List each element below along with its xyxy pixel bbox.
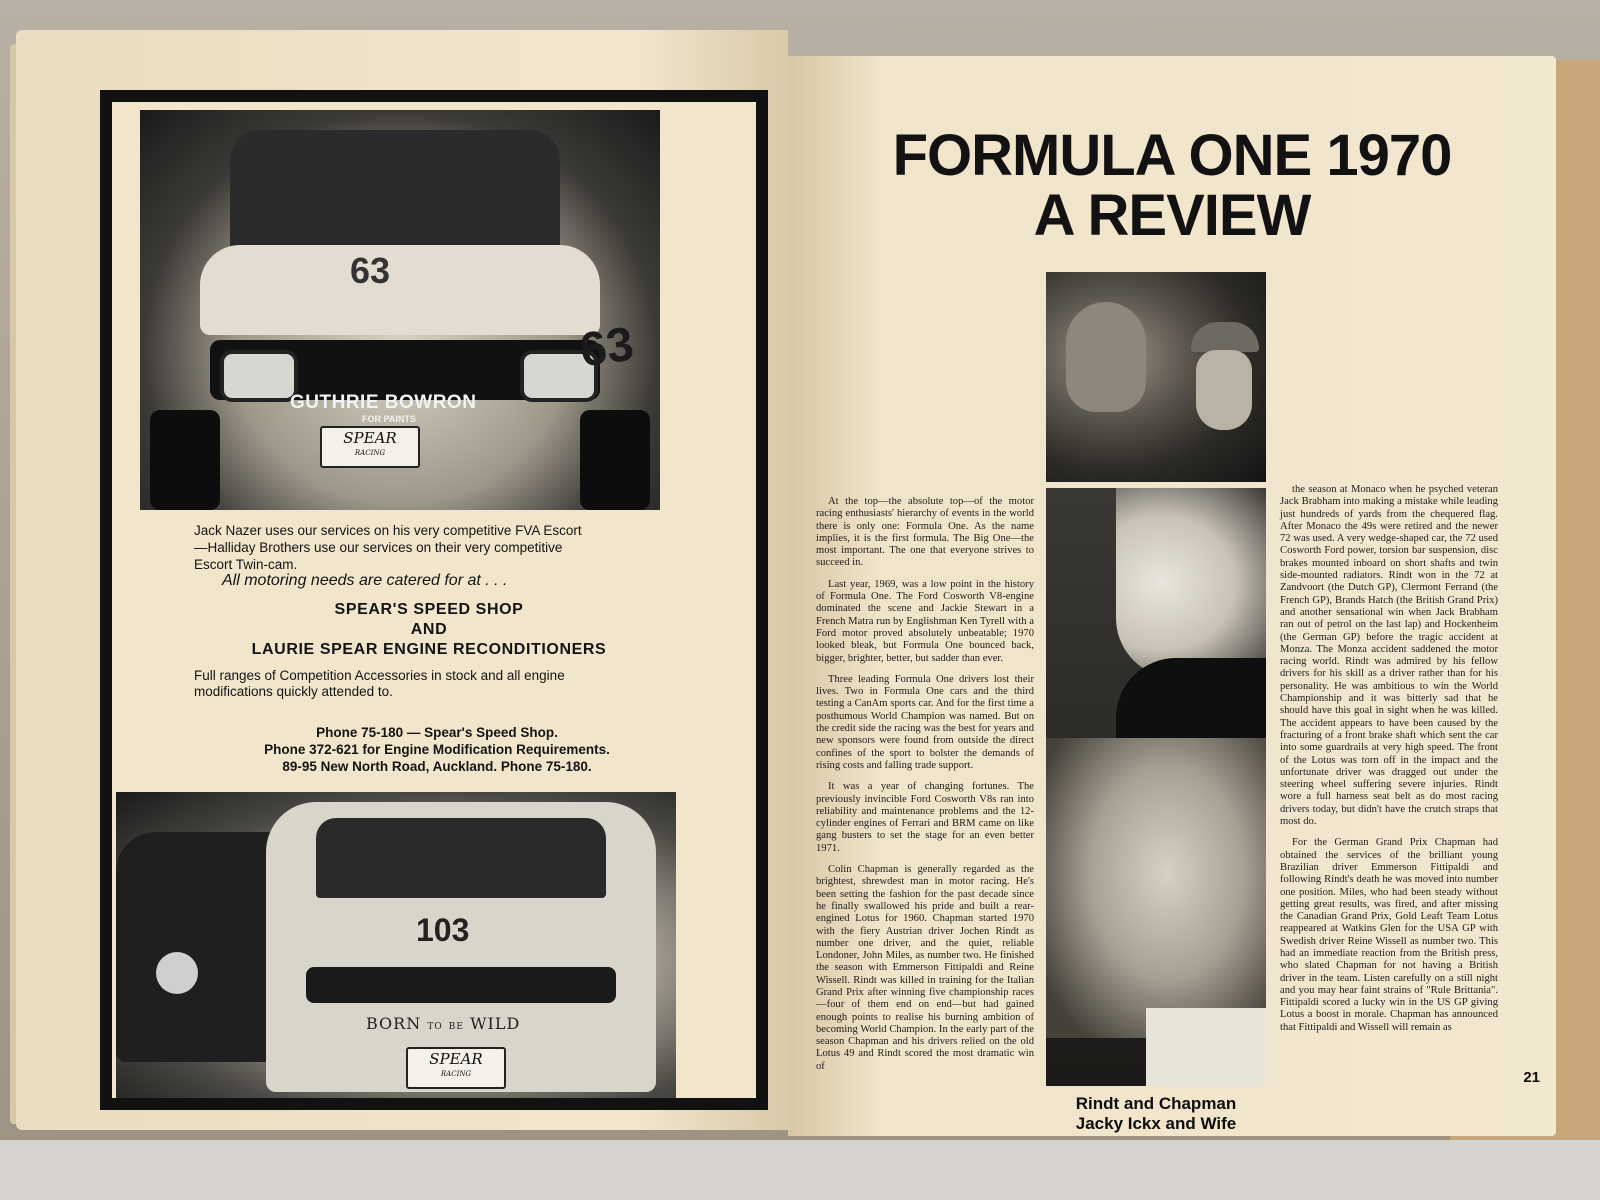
- advert-panel: [112, 102, 756, 1098]
- rindt-chapman-photo: [1046, 272, 1266, 482]
- jaguar-headlight: [156, 952, 198, 994]
- bonnet-number: 63: [350, 250, 391, 291]
- slogan-word: BORN: [366, 1014, 422, 1033]
- heading-line: AND: [410, 621, 448, 638]
- heading-line: LAURIE SPEAR ENGINE RECONDITIONERS: [251, 641, 607, 658]
- car-grille: [306, 967, 616, 1003]
- paragraph: Last year, 1969, was a low point in the history of Formula One. The Ford Cosworth V8-engine dominated the scene and Jackie Stewart in a French Matra run by Englishman Ken Tyrell with a Ford motor proved absolutely unbeatable; 1970 looked bleak, but Formula One bounced back, bigger, brighter, better, but sadder than ever.: [816, 578, 1034, 664]
- contact-line: Phone 75-180 — Spear's Speed Shop.: [316, 725, 558, 740]
- advert-body: [194, 668, 664, 700]
- article-title: [788, 123, 1556, 248]
- table-surface: [0, 1140, 1600, 1200]
- left-page: [16, 30, 788, 1130]
- slogan-word: BE: [448, 1022, 464, 1032]
- ickx-wife-photo: [1046, 488, 1266, 1086]
- title-line: A REVIEW: [1033, 183, 1311, 248]
- photo-caption: Rindt and Chapman: [1075, 1094, 1237, 1113]
- plate-line1: SPEAR: [429, 1050, 483, 1068]
- side-number: 63: [576, 317, 637, 378]
- number-plate: [320, 426, 420, 468]
- contact-line: Phone 372-621 for Engine Modification Requirements.: [264, 742, 610, 757]
- escort-race-car-photo: [140, 110, 660, 510]
- advert-intro: [194, 522, 654, 573]
- slogan-word: WILD: [470, 1014, 521, 1033]
- paragraph: At the top—the absolute top—of the motor racing enthusiasts' hierarchy of events in the world there is only one: Formula One. As the name implies, it is the first formula. The Big One—the most important. The one that everyone strives to succeed in.: [816, 496, 1034, 569]
- rindt-face: [1066, 302, 1146, 412]
- chapman-cap: [1191, 322, 1259, 352]
- slogan-word: TO: [427, 1022, 443, 1032]
- escort-car-front: [266, 802, 656, 1092]
- bonnet-number: 103: [416, 912, 470, 948]
- tyre-right: [580, 410, 650, 510]
- heading-line: SPEAR'S SPEED SHOP: [334, 601, 524, 618]
- plate-line1: SPEAR: [343, 429, 397, 447]
- ickx-collar: [1146, 1008, 1266, 1086]
- article-column-1: [816, 496, 1034, 1082]
- article-column-2: [1280, 484, 1498, 1043]
- intro-line: Jack Nazer uses our services on his very competitive FVA Escort: [194, 523, 582, 538]
- body-line: Full ranges of Competition Accessories in stock and all engine: [194, 668, 565, 683]
- intro-line: —Halliday Brothers use our services on their very competitive: [194, 540, 563, 555]
- title-line: FORMULA ONE 1970: [892, 123, 1452, 188]
- advert-contact: [212, 724, 662, 775]
- right-page: [788, 56, 1556, 1136]
- car-windshield: [316, 818, 606, 898]
- headlight-left: [220, 350, 298, 402]
- car-windshield: [230, 130, 560, 250]
- intro-line: Escort Twin-cam.: [194, 557, 298, 572]
- car-bonnet: [200, 245, 600, 335]
- paragraph: Colin Chapman is generally regarded as the brightest, shrewdest man in motor racing. He's been setting the fashion for the past decade since he finally swallowed his pride and built a rear-engined Lotus for 1960. Chapman started 1970 with the fiery Austrian driver Jochen Rindt as number one driver, and the quiet, reliable Londoner, John Miles, as number two. He finished the season with Emmerson Fittipaldi and Reine Wissell. Rindt was killed in training for the Italian Grand Prix after winning five championship races—four of them end on end—but had gained enough points to realise his burning ambition of becoming World Champion. In the early part of the season Chapman and his drivers relied on the old Lotus 49 and Rindt scored the most dramatic win of: [816, 864, 1034, 1072]
- plate-line2: RACING: [354, 449, 386, 457]
- number-plate: [406, 1047, 506, 1089]
- plate-line2: RACING: [440, 1070, 472, 1078]
- photo-caption: Jacky Ickx and Wife: [1075, 1114, 1237, 1133]
- magazine-spread: [16, 30, 1556, 1140]
- tyre-left: [150, 410, 220, 510]
- chapman-face: [1196, 350, 1252, 430]
- paragraph: It was a year of changing fortunes. The previously invincible Ford Cosworth V8s ran into reliability and maintenance problems and the 12-cylinder engines of Ferrari and BRM came on like gang busters to set the stage for an even better 1971.: [816, 781, 1034, 854]
- paragraph: the season at Monaco when he psyched veteran Jack Brabham into making a mistake while leading just hundreds of yards from the chequered flag. After Monaco the 49s were retired and the newer 72 was used. A very wedge-shaped car, the 72 used Cosworth Ford power, torsion bar suspension, disc brakes mounted inboard on short shafts and twin side-mounted radiators. Rindt won in the 72 at Zandvoort (the Dutch GP), Clermont Ferrand (the French GP), Brands Hatch (the British Grand Prix) and another sensational win when Jack Brabham ran out of petrol on the last lap) and Hockenheim (the German GP) before the tragic accident at Monza. The Monza accident saddened the motor racing world. Rindt was admired by his fellow drivers for his skill as a driver rather than for his personality. He was ambitious to win the World Championship and it was bitterly sad that he should have this goal in sight when he was killed. The accident appears to have been caused by the fracturing of a front brake shaft which sent the car into some guardrails at very high speed. The front of the Lotus was torn off in the impact and the unfortunate driver was dragged out under the steering wheel suffering severe injuries. Rindt wore a full harness seat belt as do most racing drivers today, but didn't have the crutch straps that most do.: [1280, 484, 1498, 828]
- advert-frame: [100, 90, 768, 1110]
- ickx-face: [1046, 738, 1266, 1038]
- page-number: 21: [1523, 1069, 1540, 1086]
- sponsor-name: GUTHRIE BOWRON: [290, 392, 477, 413]
- body-line: modifications quickly attended to.: [194, 684, 393, 699]
- paragraph: For the German Grand Prix Chapman had obtained the services of the brilliant young Brazilian driver Emmerson Fittipaldi and following Rindt's death he was moved into number one position. Miles, who had been steady without getting great results, was fired, and after missing the Canadian Grand Prix, Gold Leaft Team Lotus reappeared at Watkins Glen for the USA GP with Swedish driver Reine Wissell as number two. This had an immediate reaction from the British press, who slated Chapman for not having a British driver in the team. Listen carefully on a still night and you may hear faint strains of "Rule Brittania". Fittipaldi scored a lucky win in the US GP giving Lotus a boost in morale. Chapman has announced that Fittipaldi and Wissell will remain as: [1280, 837, 1498, 1033]
- advert-heading: [194, 600, 664, 660]
- bumper-slogan: [366, 1014, 520, 1033]
- advert-tagline: All motoring needs are catered for at . . .: [222, 572, 508, 589]
- wife-face: [1116, 488, 1266, 678]
- two-cars-photo: [116, 792, 676, 1098]
- paragraph: Three leading Formula One drivers lost their lives. Two in Formula One cars and the third testing a CanAm sports car. And for the first time a posthumous World Champion was named. But on the credit side the racing was the best for years and new sponsors were found from outside the direct confines of the sport to bolster the demands of rising costs and falling trade support.: [816, 673, 1034, 771]
- contact-line: 89-95 New North Road, Auckland. Phone 75-180.: [282, 759, 592, 774]
- sponsor-sub: FOR PAINTS: [362, 414, 416, 424]
